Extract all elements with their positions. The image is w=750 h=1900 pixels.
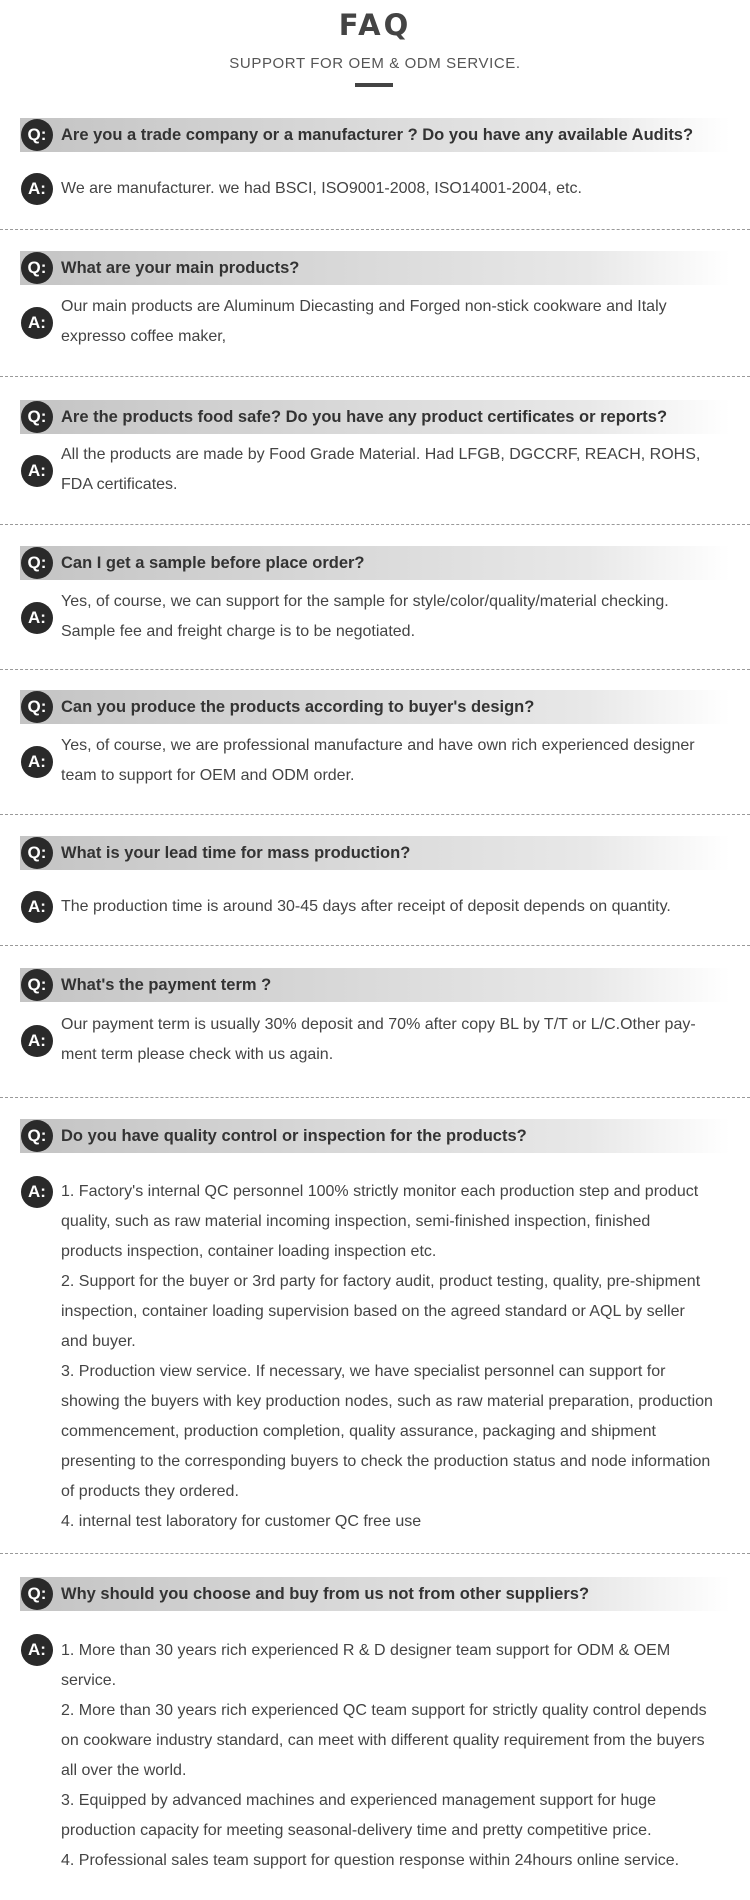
answer-badge-icon: A: <box>21 307 53 339</box>
answer-line: on cookware industry standard, can meet with different quality requirement from the buyers <box>61 1732 705 1749</box>
answer-badge-icon: A: <box>21 746 53 778</box>
answer-line: Our payment term is usually 30% deposit and 70% after copy BL by T/T or L/C.Other pay- <box>61 1016 696 1033</box>
answer-badge-icon: A: <box>21 1025 53 1057</box>
question-text: What's the payment term ? <box>61 976 272 994</box>
question-text: Are the products food safe? Do you have any product certificates or reports? <box>61 408 668 426</box>
question-badge-icon: Q: <box>21 119 53 151</box>
question-text: Why should you choose and buy from us not from other suppliers? <box>61 1585 590 1603</box>
answer-badge-icon: A: <box>21 173 53 205</box>
answer-text <box>61 731 716 791</box>
question-text: Do you have quality control or inspection for the products? <box>61 1127 527 1145</box>
divider <box>0 669 750 670</box>
answer-line: Our main products are Aluminum Diecasting and Forged non-stick cookware and Italy <box>61 298 667 315</box>
answer-text <box>61 1177 716 1537</box>
answer-line: Yes, of course, we are professional manufacture and have own rich experienced designer <box>61 737 695 754</box>
answer-line: production capacity for meeting seasonal-delivery time and pretty competitive price. <box>61 1822 652 1839</box>
answer-text <box>61 1636 716 1876</box>
answer-badge-icon: A: <box>21 602 53 634</box>
answer-line: of products they ordered. <box>61 1483 239 1500</box>
answer-line: and buyer. <box>61 1333 136 1350</box>
answer-badge-icon: A: <box>21 1634 53 1666</box>
page-title: FAQ <box>338 8 412 42</box>
question-badge-icon: Q: <box>21 691 53 723</box>
answer-line: ment term please check with us again. <box>61 1046 334 1063</box>
answer-line: 1. More than 30 years rich experienced R & D designer team support for ODM & OEM <box>61 1642 671 1659</box>
answer-line: 2. Support for the buyer or 3rd party for factory audit, product testing, quality, pre-shipment <box>61 1273 701 1290</box>
divider <box>0 1097 750 1098</box>
answer-badge-icon: A: <box>21 1176 53 1208</box>
question-badge-icon: Q: <box>21 1120 53 1152</box>
answer-badge-icon: A: <box>21 891 53 923</box>
answer-line: FDA certificates. <box>61 476 178 493</box>
answer-text <box>61 440 716 500</box>
answer-line: presenting to the corresponding buyers to check the production status and node information <box>61 1453 711 1470</box>
answer-text <box>61 892 716 922</box>
answer-line: inspection, container loading supervision based on the agreed standard or AQL by seller <box>61 1303 685 1320</box>
answer-badge-icon: A: <box>21 455 53 487</box>
question-badge-icon: Q: <box>21 969 53 1001</box>
title-underline <box>355 83 393 87</box>
divider <box>0 945 750 946</box>
answer-line: commencement, production completion, quality assurance, packaging and shipment <box>61 1423 656 1440</box>
answer-line: showing the buyers with key production nodes, such as raw material preparation, production <box>61 1393 713 1410</box>
question-text: What are your main products? <box>61 259 300 277</box>
answer-line: 1. Factory's internal QC personnel 100% strictly monitor each production step and product <box>61 1183 699 1200</box>
answer-line: 3. Equipped by advanced machines and experienced management support for huge <box>61 1792 657 1809</box>
answer-line: service. <box>61 1672 117 1689</box>
answer-text <box>61 174 716 204</box>
answer-line: 4. internal test laboratory for customer QC free use <box>61 1513 422 1530</box>
answer-line: 4. Professional sales team support for question response within 24hours online service. <box>61 1852 680 1869</box>
question-text: Can I get a sample before place order? <box>61 554 365 572</box>
answer-line: All the products are made by Food Grade Material. Had LFGB, DGCCRF, REACH, ROHS, <box>61 446 701 463</box>
divider <box>0 814 750 815</box>
question-text: Can you produce the products according to buyer's design? <box>61 698 535 716</box>
question-badge-icon: Q: <box>21 401 53 433</box>
question-text: Are you a trade company or a manufacturer ? Do you have any available Audits? <box>61 126 694 144</box>
question-badge-icon: Q: <box>21 252 53 284</box>
question-badge-icon: Q: <box>21 1578 53 1610</box>
answer-line: Yes, of course, we can support for the sample for style/color/quality/material checking. <box>61 593 669 610</box>
answer-line: quality, such as raw material incoming inspection, semi-finished inspection, finished <box>61 1213 651 1230</box>
page-subtitle: SUPPORT FOR OEM & ODM SERVICE. <box>229 55 521 72</box>
answer-text <box>61 1010 716 1070</box>
answer-line: all over the world. <box>61 1762 187 1779</box>
answer-line: The production time is around 30-45 days after receipt of deposit depends on quantity. <box>61 898 671 915</box>
question-badge-icon: Q: <box>21 547 53 579</box>
question-badge-icon: Q: <box>21 837 53 869</box>
answer-line: team to support for OEM and ODM order. <box>61 767 355 784</box>
answer-text <box>61 587 716 647</box>
answer-line: Sample fee and freight charge is to be negotiated. <box>61 623 416 640</box>
answer-line: 2. More than 30 years rich experienced QC team support for strictly quality control depends <box>61 1702 707 1719</box>
divider <box>0 229 750 230</box>
divider <box>0 376 750 377</box>
question-text: What is your lead time for mass production? <box>61 844 411 862</box>
answer-line: products inspection, container loading inspection etc. <box>61 1243 437 1260</box>
divider <box>0 1553 750 1554</box>
faq-header <box>0 0 750 100</box>
divider <box>0 524 750 525</box>
answer-line: 3. Production view service. If necessary, we have specialist personnel can support for <box>61 1363 666 1380</box>
answer-line: expresso coffee maker, <box>61 328 227 345</box>
answer-text <box>61 292 716 352</box>
answer-line: We are manufacturer. we had BSCI, ISO9001-2008, ISO14001-2004, etc. <box>61 180 582 197</box>
